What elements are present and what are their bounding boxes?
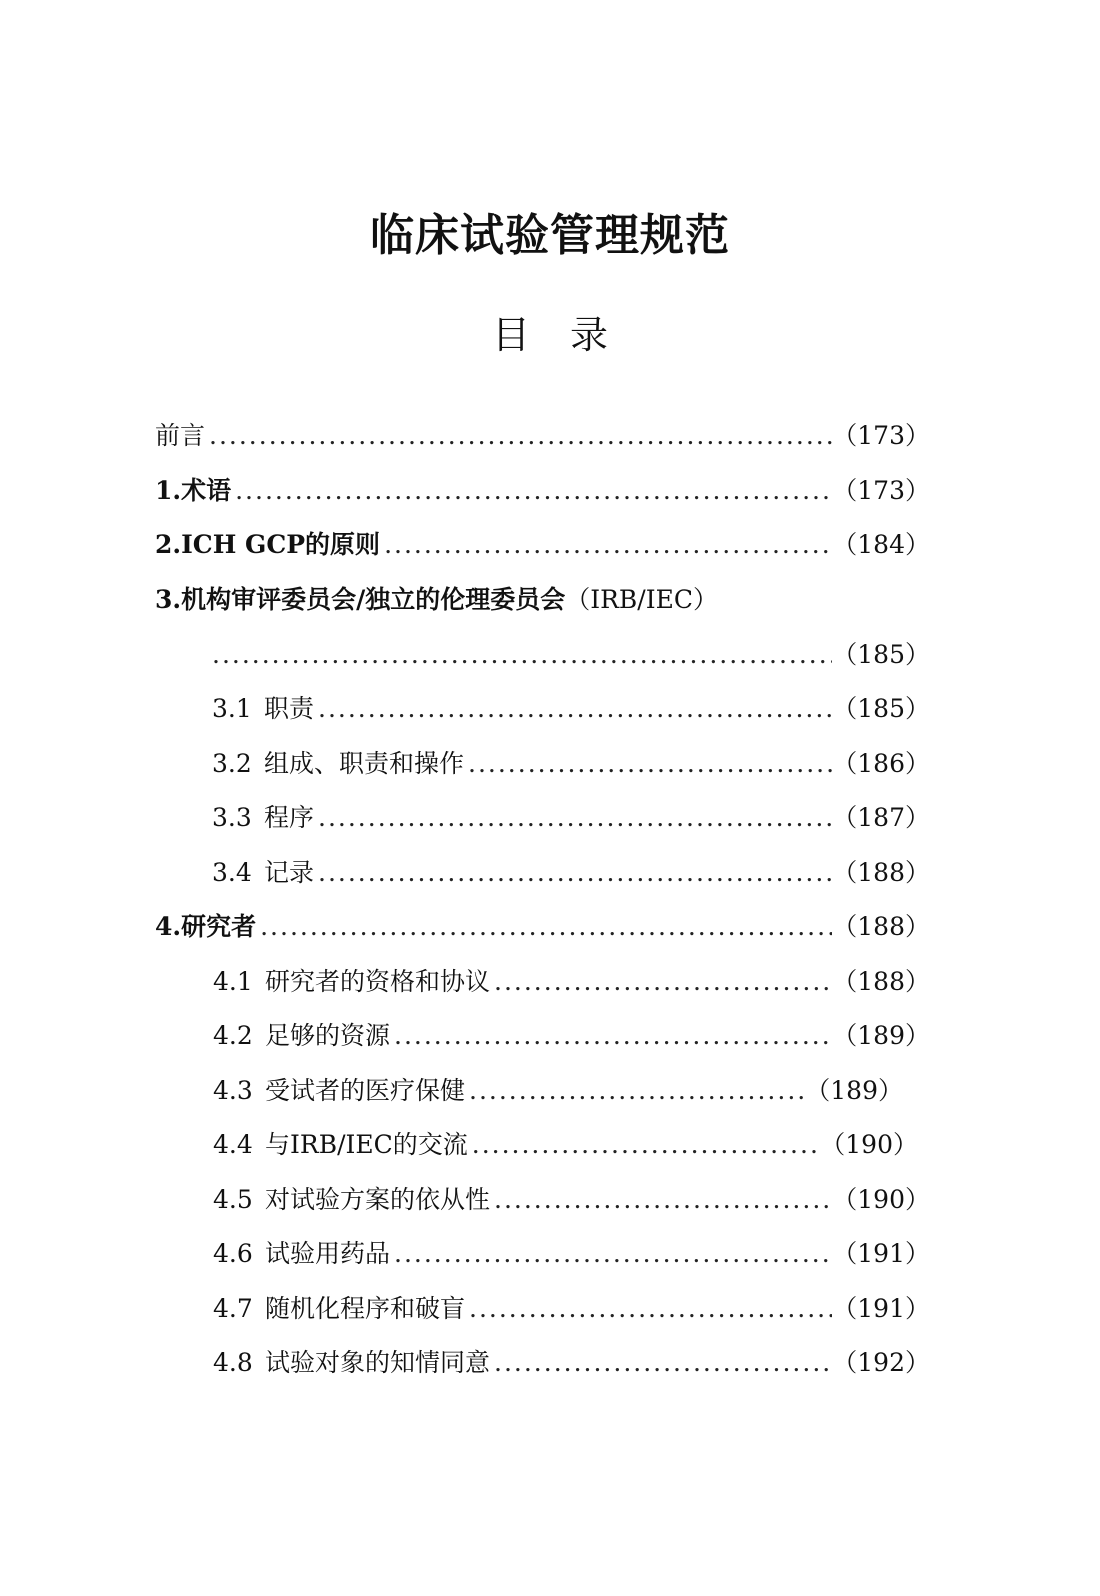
toc-entry-title: 1.术语 (155, 476, 232, 505)
dot-leader (390, 1016, 832, 1056)
toc-entry[interactable] (155, 907, 930, 947)
toc-entry[interactable] (213, 1180, 930, 1220)
toc-entry-title: 研究者的资格和协议 (265, 967, 491, 996)
toc-entry-title: 程序 (264, 803, 315, 832)
toc-entry[interactable] (213, 1234, 930, 1274)
dot-leader (212, 635, 832, 675)
dot-leader (490, 1343, 832, 1383)
dot-leader (390, 1234, 832, 1274)
toc-entry[interactable] (213, 1125, 918, 1165)
toc-entry[interactable] (213, 962, 930, 1002)
dot-leader (314, 798, 832, 838)
toc-entry-number: 4.6 (213, 1239, 253, 1268)
dot-leader (314, 689, 832, 729)
toc-entry-page: （173） (832, 476, 930, 505)
toc-entry-number: 4.4 (213, 1130, 253, 1159)
toc-entry-page: （184） (832, 530, 930, 559)
toc-entry-number: 4.2 (213, 1021, 253, 1050)
dot-leader (205, 416, 832, 456)
toc-entry[interactable] (155, 580, 930, 620)
dot-leader (256, 907, 832, 947)
toc-entry[interactable] (213, 1016, 930, 1056)
toc-entry-title: 足够的资源 (265, 1021, 391, 1050)
dot-leader (314, 853, 832, 893)
dot-leader (465, 1289, 832, 1329)
toc-entry[interactable] (212, 744, 930, 784)
page-title: 临床试验管理规范 (370, 210, 730, 261)
toc-entry-title: 受试者的医疗保健 (265, 1076, 466, 1105)
toc-entry-page: （188） (832, 858, 930, 887)
toc-entry-title: 与IRB/IEC的交流 (265, 1130, 468, 1159)
toc-entry-suffix: （IRB/IEC） (565, 585, 718, 614)
dot-leader (490, 1180, 832, 1220)
toc-entry-number: 4.8 (213, 1348, 253, 1377)
toc-heading: 目 录 (491, 313, 609, 357)
dot-leader (231, 471, 832, 511)
toc-entry-title: 试验用药品 (265, 1239, 391, 1268)
toc-entry-page: （173） (832, 421, 930, 450)
toc-entry[interactable] (213, 1343, 930, 1383)
toc-entry[interactable] (155, 525, 930, 565)
toc-entry-page: （189） (832, 1021, 930, 1050)
toc-entry-number: 3.4 (212, 858, 252, 887)
toc-entry-number: 3.1 (212, 694, 252, 723)
toc-entry-page: （191） (832, 1294, 930, 1323)
toc-entry-page: （189） (805, 1076, 903, 1105)
toc-entry-page: （188） (832, 967, 930, 996)
toc-entry-page: （192） (832, 1348, 930, 1377)
toc-entry[interactable] (212, 853, 930, 893)
toc-entry-page: （185） (832, 640, 930, 669)
toc-entry-title: 2.ICH GCP的原则 (155, 530, 381, 559)
dot-leader (380, 525, 832, 565)
toc-entry-number: 3.2 (212, 749, 252, 778)
toc-entry-page: （190） (820, 1130, 918, 1159)
toc-entry[interactable] (213, 1289, 930, 1329)
toc-entry-title: 职责 (264, 694, 315, 723)
toc-entry-title: 3.机构审评委员会/独立的伦理委员会 (155, 585, 566, 614)
toc-entry-title: 4.研究者 (155, 912, 257, 941)
toc-entry-page: （191） (832, 1239, 930, 1268)
toc-entry-title: 对试验方案的依从性 (265, 1185, 491, 1214)
toc-entry-number: 3.3 (212, 803, 252, 832)
toc-entry-title: 前言 (155, 421, 206, 450)
toc-entry-number: 4.3 (213, 1076, 253, 1105)
dot-leader (468, 1125, 821, 1165)
dot-leader (465, 1071, 805, 1111)
toc-entry-title: 随机化程序和破盲 (265, 1294, 466, 1323)
toc-entry[interactable] (212, 689, 930, 729)
toc-entry-page: （186） (832, 749, 930, 778)
toc-entry[interactable] (212, 798, 930, 838)
toc-entry-page: （185） (832, 694, 930, 723)
toc-entry[interactable] (155, 416, 930, 456)
toc-entry-number: 4.5 (213, 1185, 253, 1214)
toc-entry-continuation[interactable] (212, 635, 930, 675)
toc-entry-title: 试验对象的知情同意 (265, 1348, 491, 1377)
dot-leader (490, 962, 832, 1002)
toc-entry-title: 记录 (264, 858, 315, 887)
toc-entry-page: （188） (832, 912, 930, 941)
dot-leader (464, 744, 832, 784)
toc-entry-title: 组成、职责和操作 (264, 749, 465, 778)
toc-entry[interactable] (155, 471, 930, 511)
toc-entry[interactable] (213, 1071, 903, 1111)
toc-entry-page: （190） (832, 1185, 930, 1214)
toc-entry-number: 4.7 (213, 1294, 253, 1323)
toc-entry-number: 4.1 (213, 967, 253, 996)
toc-entry-page: （187） (832, 803, 930, 832)
